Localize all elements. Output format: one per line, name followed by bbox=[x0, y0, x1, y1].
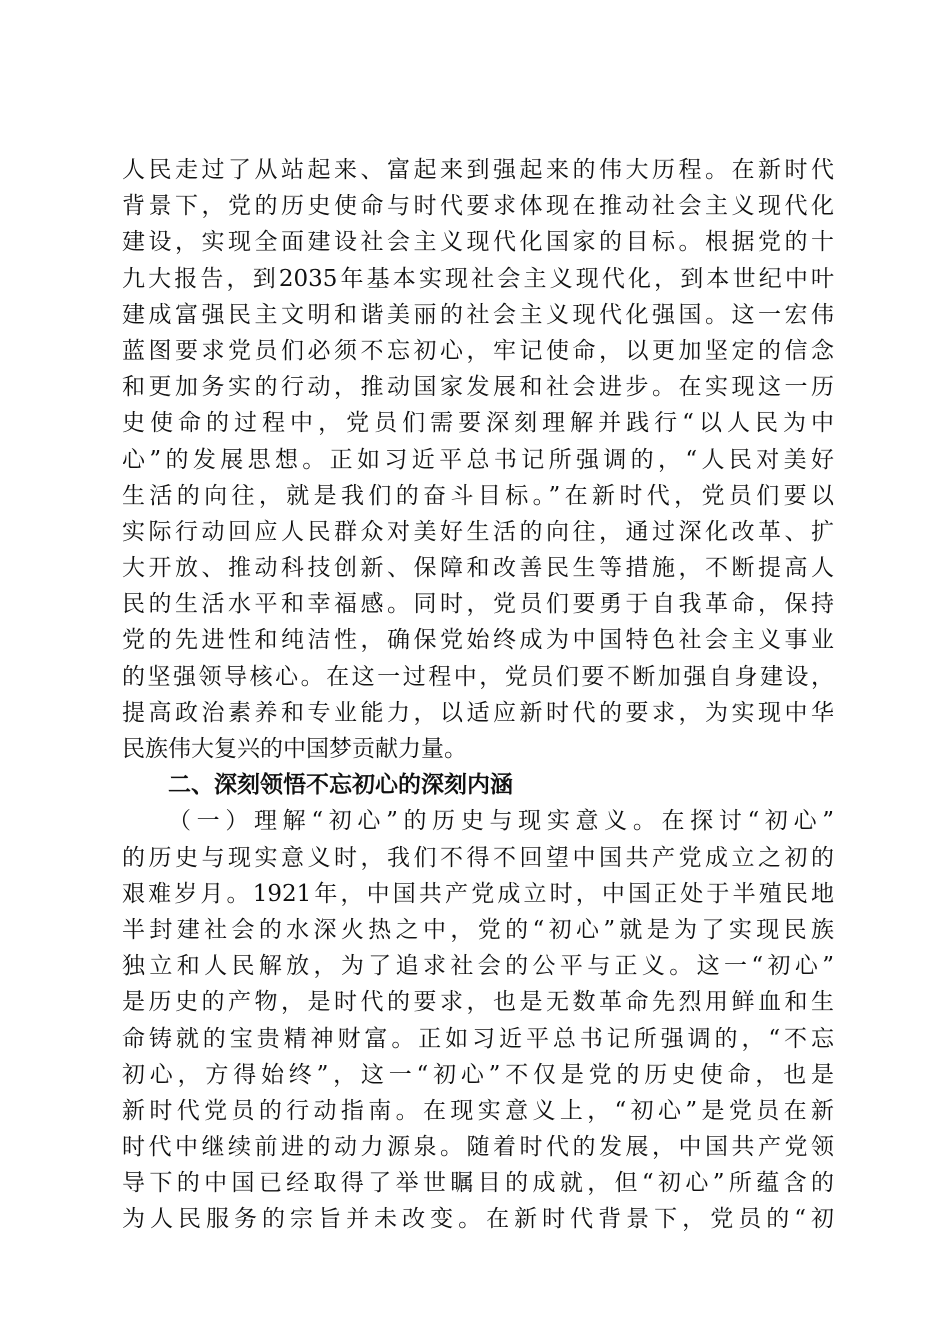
paragraph-line: 的历史与现实意义时，我们不得不回望中国共产党成立之初的 bbox=[122, 844, 834, 871]
paragraph-line: 大开放、推动科技创新、保障和改善民生等措施，不断提高人 bbox=[122, 555, 834, 582]
paragraph-line: 新时代党员的行动指南。在现实意义上，“初心”是党员在新 bbox=[122, 1097, 834, 1124]
paragraph-line: 民的生活水平和幸福感。同时，党员们要勇于自我革命，保持 bbox=[122, 591, 834, 618]
paragraph-line: （一）理解“初心”的历史与现实意义。在探讨“初心” bbox=[168, 808, 834, 835]
paragraph-line: 独立和人民解放，为了追求社会的公平与正义。这一“初心” bbox=[122, 953, 834, 980]
paragraph-line: 九大报告，到2035年基本实现社会主义现代化，到本世纪中叶 bbox=[122, 265, 834, 292]
section-heading: 二、深刻领悟不忘初心的深刻内涵 bbox=[168, 771, 513, 799]
paragraph-line: 时代中继续前进的动力源泉。随着时代的发展，中国共产党领 bbox=[122, 1134, 834, 1161]
paragraph-line: 导下的中国已经取得了举世瞩目的成就，但“初心”所蕴含的 bbox=[122, 1170, 834, 1197]
paragraph-line: 生活的向往，就是我们的奋斗目标。”在新时代，党员们要以 bbox=[122, 482, 834, 509]
paragraph-line: 为人民服务的宗旨并未改变。在新时代背景下，党员的“初 bbox=[122, 1206, 834, 1233]
paragraph-line: 蓝图要求党员们必须不忘初心，牢记使命，以更加坚定的信念 bbox=[122, 337, 834, 364]
document-body bbox=[122, 152, 834, 1238]
paragraph-line: 的坚强领导核心。在这一过程中，党员们要不断加强自身建设， bbox=[122, 663, 834, 690]
paragraph-line: 初心，方得始终”，这一“初心”不仅是党的历史使命，也是 bbox=[122, 1061, 834, 1088]
paragraph-line: 建设，实现全面建设社会主义现代化国家的目标。根据党的十 bbox=[122, 229, 834, 256]
paragraph-line: 提高政治素养和专业能力，以适应新时代的要求，为实现中华 bbox=[122, 699, 834, 726]
paragraph-line: 命铸就的宝贵精神财富。正如习近平总书记所强调的，“不忘 bbox=[122, 1025, 834, 1052]
paragraph-line: 人民走过了从站起来、富起来到强起来的伟大历程。在新时代 bbox=[122, 157, 834, 183]
paragraph-line: 背景下，党的历史使命与时代要求体现在推动社会主义现代化 bbox=[122, 193, 834, 220]
paragraph-line: 建成富强民主文明和谐美丽的社会主义现代化强国。这一宏伟 bbox=[122, 301, 834, 328]
paragraph-line: 是历史的产物，是时代的要求，也是无数革命先烈用鲜血和生 bbox=[122, 989, 834, 1016]
paragraph-line: 艰难岁月。1921年，中国共产党成立时，中国正处于半殖民地 bbox=[122, 880, 834, 907]
paragraph-line: 党的先进性和纯洁性，确保党始终成为中国特色社会主义事业 bbox=[122, 627, 834, 654]
paragraph-line: 半封建社会的水深火热之中，党的“初心”就是为了实现民族 bbox=[122, 916, 834, 943]
paragraph-line: 史使命的过程中，党员们需要深刻理解并践行“以人民为中 bbox=[122, 410, 834, 437]
paragraph-line: 和更加务实的行动，推动国家发展和社会进步。在实现这一历 bbox=[122, 374, 834, 401]
paragraph-line: 民族伟大复兴的中国梦贡献力量。 bbox=[122, 736, 467, 762]
paragraph-line: 心”的发展思想。正如习近平总书记所强调的，“人民对美好 bbox=[122, 446, 834, 473]
paragraph-line: 实际行动回应人民群众对美好生活的向往，通过深化改革、扩 bbox=[122, 518, 834, 545]
